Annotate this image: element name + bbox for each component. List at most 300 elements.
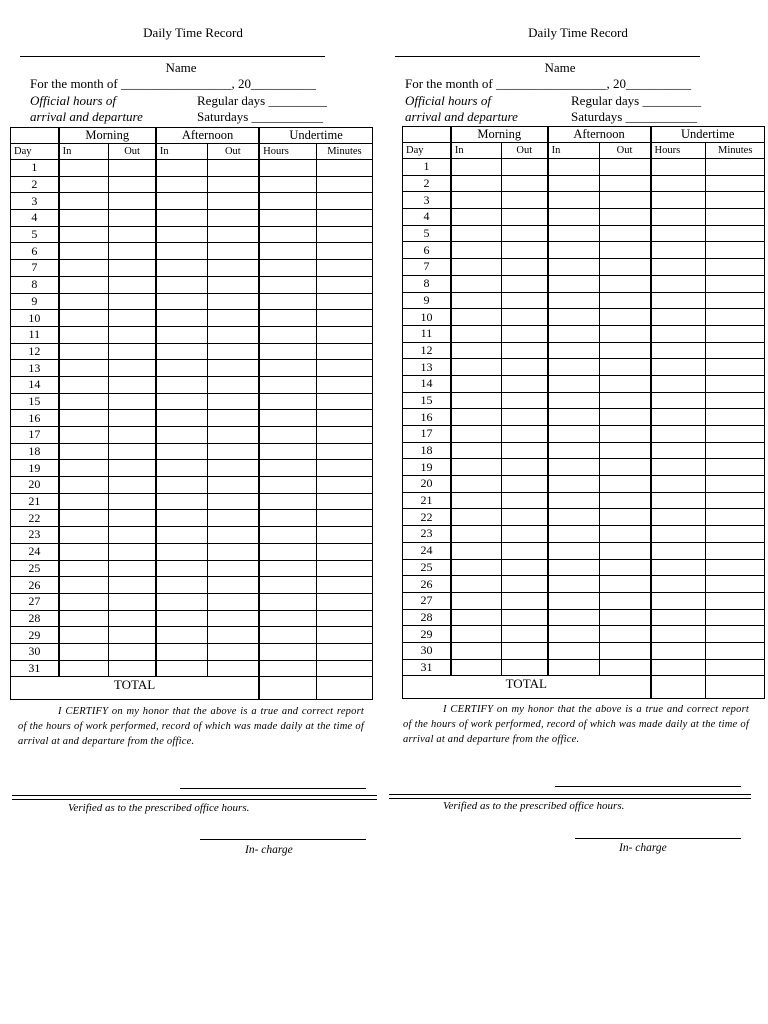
undertime-hours-cell[interactable] [259, 410, 316, 427]
afternoon-in-cell[interactable] [548, 325, 599, 342]
morning-in-cell[interactable] [451, 242, 501, 259]
morning-out-cell[interactable] [109, 360, 156, 377]
undertime-hours-cell[interactable] [651, 325, 706, 342]
afternoon-out-cell[interactable] [207, 326, 259, 343]
afternoon-out-cell[interactable] [207, 493, 259, 510]
afternoon-out-cell[interactable] [599, 325, 650, 342]
afternoon-out-cell[interactable] [207, 610, 259, 627]
undertime-hours-cell[interactable] [259, 510, 316, 527]
undertime-minutes-cell[interactable] [316, 543, 372, 560]
morning-out-cell[interactable] [109, 493, 156, 510]
afternoon-in-cell[interactable] [156, 193, 207, 210]
afternoon-out-cell[interactable] [207, 276, 259, 293]
undertime-hours-cell[interactable] [651, 342, 706, 359]
afternoon-in-cell[interactable] [548, 192, 599, 209]
undertime-hours-cell[interactable] [259, 343, 316, 360]
afternoon-in-cell[interactable] [156, 460, 207, 477]
afternoon-out-cell[interactable] [599, 442, 650, 459]
afternoon-in-cell[interactable] [156, 343, 207, 360]
morning-out-cell[interactable] [109, 276, 156, 293]
afternoon-in-cell[interactable] [548, 292, 599, 309]
morning-out-cell[interactable] [109, 210, 156, 227]
undertime-hours-cell[interactable] [651, 159, 706, 176]
undertime-hours-cell[interactable] [259, 293, 316, 310]
morning-in-cell[interactable] [59, 193, 109, 210]
afternoon-in-cell[interactable] [548, 309, 599, 326]
afternoon-in-cell[interactable] [548, 609, 599, 626]
regular-days-field[interactable]: Regular days _________ [571, 93, 701, 108]
morning-out-cell[interactable] [501, 359, 547, 376]
afternoon-out-cell[interactable] [599, 259, 650, 276]
afternoon-in-cell[interactable] [156, 393, 207, 410]
undertime-minutes-cell[interactable] [316, 326, 372, 343]
undertime-hours-cell[interactable] [651, 192, 706, 209]
incharge-signature-line[interactable] [200, 839, 366, 840]
morning-out-cell[interactable] [109, 243, 156, 260]
morning-out-cell[interactable] [501, 259, 547, 276]
undertime-hours-cell[interactable] [651, 609, 706, 626]
morning-out-cell[interactable] [109, 160, 156, 177]
undertime-minutes-cell[interactable] [316, 610, 372, 627]
undertime-hours-cell[interactable] [651, 292, 706, 309]
morning-in-cell[interactable] [59, 427, 109, 444]
undertime-hours-cell[interactable] [259, 477, 316, 494]
undertime-hours-cell[interactable] [651, 642, 706, 659]
afternoon-out-cell[interactable] [599, 492, 650, 509]
undertime-minutes-cell[interactable] [316, 243, 372, 260]
afternoon-out-cell[interactable] [207, 343, 259, 360]
morning-out-cell[interactable] [109, 226, 156, 243]
morning-in-cell[interactable] [451, 592, 501, 609]
undertime-hours-cell[interactable] [651, 542, 706, 559]
afternoon-in-cell[interactable] [548, 225, 599, 242]
afternoon-out-cell[interactable] [207, 376, 259, 393]
undertime-minutes-cell[interactable] [316, 310, 372, 327]
afternoon-in-cell[interactable] [156, 410, 207, 427]
total-minutes-cell[interactable] [706, 676, 765, 699]
undertime-hours-cell[interactable] [651, 175, 706, 192]
undertime-minutes-cell[interactable] [316, 210, 372, 227]
morning-in-cell[interactable] [451, 392, 501, 409]
undertime-hours-cell[interactable] [259, 427, 316, 444]
incharge-signature-line[interactable] [575, 838, 741, 839]
undertime-minutes-cell[interactable] [706, 542, 765, 559]
afternoon-out-cell[interactable] [599, 526, 650, 543]
undertime-hours-cell[interactable] [651, 509, 706, 526]
undertime-minutes-cell[interactable] [706, 609, 765, 626]
afternoon-out-cell[interactable] [599, 459, 650, 476]
morning-in-cell[interactable] [59, 326, 109, 343]
afternoon-out-cell[interactable] [207, 643, 259, 660]
undertime-minutes-cell[interactable] [706, 375, 765, 392]
morning-in-cell[interactable] [451, 325, 501, 342]
afternoon-in-cell[interactable] [156, 326, 207, 343]
afternoon-out-cell[interactable] [599, 192, 650, 209]
morning-out-cell[interactable] [109, 260, 156, 277]
undertime-hours-cell[interactable] [259, 560, 316, 577]
morning-out-cell[interactable] [501, 576, 547, 593]
undertime-hours-cell[interactable] [651, 492, 706, 509]
undertime-minutes-cell[interactable] [706, 626, 765, 643]
afternoon-out-cell[interactable] [599, 242, 650, 259]
morning-out-cell[interactable] [109, 610, 156, 627]
afternoon-in-cell[interactable] [548, 392, 599, 409]
morning-out-cell[interactable] [109, 477, 156, 494]
morning-out-cell[interactable] [109, 393, 156, 410]
afternoon-out-cell[interactable] [207, 443, 259, 460]
morning-out-cell[interactable] [501, 592, 547, 609]
undertime-hours-cell[interactable] [651, 426, 706, 443]
afternoon-in-cell[interactable] [548, 576, 599, 593]
morning-out-cell[interactable] [501, 292, 547, 309]
afternoon-in-cell[interactable] [156, 260, 207, 277]
morning-in-cell[interactable] [59, 160, 109, 177]
undertime-minutes-cell[interactable] [706, 309, 765, 326]
undertime-minutes-cell[interactable] [706, 492, 765, 509]
morning-in-cell[interactable] [59, 210, 109, 227]
undertime-hours-cell[interactable] [259, 527, 316, 544]
undertime-hours-cell[interactable] [259, 210, 316, 227]
undertime-hours-cell[interactable] [259, 593, 316, 610]
undertime-hours-cell[interactable] [259, 376, 316, 393]
morning-in-cell[interactable] [59, 376, 109, 393]
undertime-minutes-cell[interactable] [316, 593, 372, 610]
morning-in-cell[interactable] [59, 560, 109, 577]
morning-out-cell[interactable] [109, 460, 156, 477]
undertime-minutes-cell[interactable] [316, 627, 372, 644]
morning-out-cell[interactable] [109, 326, 156, 343]
afternoon-in-cell[interactable] [156, 360, 207, 377]
morning-in-cell[interactable] [451, 309, 501, 326]
morning-out-cell[interactable] [109, 560, 156, 577]
morning-in-cell[interactable] [451, 509, 501, 526]
morning-in-cell[interactable] [451, 175, 501, 192]
afternoon-out-cell[interactable] [207, 193, 259, 210]
undertime-hours-cell[interactable] [651, 242, 706, 259]
undertime-minutes-cell[interactable] [706, 442, 765, 459]
afternoon-out-cell[interactable] [599, 209, 650, 226]
morning-out-cell[interactable] [109, 293, 156, 310]
morning-in-cell[interactable] [451, 375, 501, 392]
employee-signature-line[interactable] [555, 786, 741, 787]
morning-in-cell[interactable] [59, 577, 109, 594]
undertime-hours-cell[interactable] [651, 526, 706, 543]
afternoon-in-cell[interactable] [156, 527, 207, 544]
afternoon-in-cell[interactable] [156, 660, 207, 677]
afternoon-in-cell[interactable] [548, 426, 599, 443]
undertime-minutes-cell[interactable] [706, 175, 765, 192]
morning-out-cell[interactable] [501, 459, 547, 476]
afternoon-in-cell[interactable] [156, 610, 207, 627]
afternoon-in-cell[interactable] [156, 627, 207, 644]
morning-in-cell[interactable] [59, 627, 109, 644]
afternoon-out-cell[interactable] [207, 393, 259, 410]
undertime-minutes-cell[interactable] [316, 343, 372, 360]
afternoon-out-cell[interactable] [599, 159, 650, 176]
undertime-minutes-cell[interactable] [316, 360, 372, 377]
afternoon-out-cell[interactable] [207, 410, 259, 427]
morning-out-cell[interactable] [501, 609, 547, 626]
afternoon-out-cell[interactable] [599, 576, 650, 593]
morning-out-cell[interactable] [501, 642, 547, 659]
undertime-hours-cell[interactable] [651, 459, 706, 476]
undertime-hours-cell[interactable] [259, 276, 316, 293]
afternoon-out-cell[interactable] [207, 243, 259, 260]
morning-in-cell[interactable] [59, 410, 109, 427]
undertime-hours-cell[interactable] [259, 543, 316, 560]
morning-in-cell[interactable] [451, 259, 501, 276]
afternoon-out-cell[interactable] [207, 510, 259, 527]
afternoon-out-cell[interactable] [207, 477, 259, 494]
undertime-hours-cell[interactable] [651, 392, 706, 409]
morning-in-cell[interactable] [59, 510, 109, 527]
morning-in-cell[interactable] [59, 310, 109, 327]
morning-out-cell[interactable] [109, 443, 156, 460]
afternoon-in-cell[interactable] [156, 376, 207, 393]
morning-out-cell[interactable] [109, 427, 156, 444]
afternoon-out-cell[interactable] [207, 560, 259, 577]
afternoon-in-cell[interactable] [156, 293, 207, 310]
undertime-minutes-cell[interactable] [706, 259, 765, 276]
undertime-minutes-cell[interactable] [706, 242, 765, 259]
morning-out-cell[interactable] [109, 310, 156, 327]
undertime-minutes-cell[interactable] [316, 577, 372, 594]
morning-in-cell[interactable] [451, 192, 501, 209]
morning-out-cell[interactable] [109, 343, 156, 360]
afternoon-in-cell[interactable] [548, 242, 599, 259]
morning-in-cell[interactable] [59, 393, 109, 410]
undertime-hours-cell[interactable] [651, 476, 706, 493]
morning-out-cell[interactable] [501, 275, 547, 292]
morning-out-cell[interactable] [501, 375, 547, 392]
afternoon-in-cell[interactable] [156, 210, 207, 227]
undertime-minutes-cell[interactable] [706, 426, 765, 443]
afternoon-out-cell[interactable] [599, 659, 650, 676]
morning-in-cell[interactable] [59, 593, 109, 610]
afternoon-out-cell[interactable] [599, 225, 650, 242]
morning-in-cell[interactable] [451, 359, 501, 376]
afternoon-out-cell[interactable] [207, 577, 259, 594]
afternoon-in-cell[interactable] [548, 492, 599, 509]
afternoon-in-cell[interactable] [156, 427, 207, 444]
undertime-minutes-cell[interactable] [316, 260, 372, 277]
undertime-minutes-cell[interactable] [706, 392, 765, 409]
total-hours-cell[interactable] [259, 677, 316, 700]
morning-out-cell[interactable] [501, 476, 547, 493]
undertime-minutes-cell[interactable] [706, 576, 765, 593]
morning-in-cell[interactable] [59, 660, 109, 677]
morning-out-cell[interactable] [109, 510, 156, 527]
undertime-hours-cell[interactable] [259, 193, 316, 210]
afternoon-out-cell[interactable] [599, 275, 650, 292]
morning-in-cell[interactable] [451, 526, 501, 543]
undertime-minutes-cell[interactable] [706, 509, 765, 526]
morning-in-cell[interactable] [451, 159, 501, 176]
afternoon-out-cell[interactable] [207, 310, 259, 327]
undertime-hours-cell[interactable] [651, 626, 706, 643]
morning-out-cell[interactable] [109, 410, 156, 427]
undertime-hours-cell[interactable] [651, 559, 706, 576]
morning-in-cell[interactable] [451, 576, 501, 593]
undertime-hours-cell[interactable] [651, 225, 706, 242]
morning-in-cell[interactable] [451, 442, 501, 459]
afternoon-in-cell[interactable] [156, 276, 207, 293]
morning-out-cell[interactable] [501, 409, 547, 426]
afternoon-in-cell[interactable] [548, 259, 599, 276]
undertime-hours-cell[interactable] [259, 326, 316, 343]
undertime-hours-cell[interactable] [651, 359, 706, 376]
morning-out-cell[interactable] [501, 492, 547, 509]
morning-in-cell[interactable] [59, 610, 109, 627]
morning-out-cell[interactable] [109, 660, 156, 677]
undertime-hours-cell[interactable] [651, 375, 706, 392]
morning-in-cell[interactable] [59, 293, 109, 310]
undertime-hours-cell[interactable] [651, 576, 706, 593]
morning-in-cell[interactable] [59, 276, 109, 293]
undertime-minutes-cell[interactable] [706, 459, 765, 476]
undertime-hours-cell[interactable] [651, 442, 706, 459]
morning-in-cell[interactable] [451, 426, 501, 443]
afternoon-in-cell[interactable] [548, 559, 599, 576]
morning-in-cell[interactable] [451, 492, 501, 509]
undertime-hours-cell[interactable] [259, 460, 316, 477]
morning-in-cell[interactable] [59, 460, 109, 477]
afternoon-out-cell[interactable] [207, 427, 259, 444]
morning-out-cell[interactable] [501, 242, 547, 259]
afternoon-in-cell[interactable] [548, 342, 599, 359]
afternoon-in-cell[interactable] [548, 509, 599, 526]
undertime-hours-cell[interactable] [259, 243, 316, 260]
afternoon-in-cell[interactable] [548, 175, 599, 192]
afternoon-in-cell[interactable] [156, 176, 207, 193]
undertime-minutes-cell[interactable] [316, 410, 372, 427]
afternoon-in-cell[interactable] [548, 542, 599, 559]
undertime-minutes-cell[interactable] [316, 527, 372, 544]
undertime-minutes-cell[interactable] [706, 592, 765, 609]
undertime-hours-cell[interactable] [651, 275, 706, 292]
morning-in-cell[interactable] [59, 343, 109, 360]
afternoon-in-cell[interactable] [548, 275, 599, 292]
regular-days-field[interactable]: Regular days _________ [197, 93, 327, 108]
morning-out-cell[interactable] [109, 627, 156, 644]
afternoon-out-cell[interactable] [207, 593, 259, 610]
total-hours-cell[interactable] [651, 676, 706, 699]
morning-in-cell[interactable] [59, 176, 109, 193]
undertime-minutes-cell[interactable] [706, 192, 765, 209]
undertime-minutes-cell[interactable] [316, 660, 372, 677]
undertime-hours-cell[interactable] [259, 443, 316, 460]
saturdays-field[interactable]: Saturdays ___________ [197, 109, 324, 124]
undertime-minutes-cell[interactable] [706, 409, 765, 426]
undertime-minutes-cell[interactable] [316, 493, 372, 510]
morning-out-cell[interactable] [109, 527, 156, 544]
undertime-minutes-cell[interactable] [706, 476, 765, 493]
afternoon-out-cell[interactable] [599, 309, 650, 326]
morning-in-cell[interactable] [59, 643, 109, 660]
undertime-hours-cell[interactable] [259, 577, 316, 594]
undertime-minutes-cell[interactable] [316, 643, 372, 660]
undertime-hours-cell[interactable] [259, 610, 316, 627]
morning-out-cell[interactable] [109, 577, 156, 594]
afternoon-out-cell[interactable] [599, 409, 650, 426]
morning-in-cell[interactable] [451, 275, 501, 292]
afternoon-out-cell[interactable] [599, 292, 650, 309]
undertime-hours-cell[interactable] [651, 592, 706, 609]
morning-out-cell[interactable] [501, 342, 547, 359]
afternoon-in-cell[interactable] [548, 642, 599, 659]
undertime-minutes-cell[interactable] [706, 559, 765, 576]
morning-out-cell[interactable] [109, 593, 156, 610]
undertime-hours-cell[interactable] [259, 493, 316, 510]
morning-out-cell[interactable] [501, 542, 547, 559]
morning-in-cell[interactable] [451, 409, 501, 426]
morning-out-cell[interactable] [501, 442, 547, 459]
afternoon-in-cell[interactable] [548, 476, 599, 493]
afternoon-out-cell[interactable] [599, 392, 650, 409]
undertime-hours-cell[interactable] [259, 310, 316, 327]
morning-out-cell[interactable] [501, 225, 547, 242]
afternoon-in-cell[interactable] [156, 543, 207, 560]
morning-out-cell[interactable] [109, 176, 156, 193]
undertime-minutes-cell[interactable] [316, 393, 372, 410]
morning-in-cell[interactable] [451, 609, 501, 626]
afternoon-out-cell[interactable] [207, 627, 259, 644]
afternoon-out-cell[interactable] [207, 460, 259, 477]
saturdays-field[interactable]: Saturdays ___________ [571, 109, 698, 124]
afternoon-in-cell[interactable] [156, 510, 207, 527]
undertime-minutes-cell[interactable] [706, 526, 765, 543]
undertime-minutes-cell[interactable] [706, 292, 765, 309]
morning-out-cell[interactable] [501, 426, 547, 443]
afternoon-in-cell[interactable] [548, 442, 599, 459]
afternoon-in-cell[interactable] [156, 243, 207, 260]
afternoon-out-cell[interactable] [207, 293, 259, 310]
undertime-minutes-cell[interactable] [706, 159, 765, 176]
undertime-minutes-cell[interactable] [706, 642, 765, 659]
afternoon-out-cell[interactable] [599, 426, 650, 443]
morning-in-cell[interactable] [59, 260, 109, 277]
morning-out-cell[interactable] [109, 543, 156, 560]
undertime-minutes-cell[interactable] [706, 275, 765, 292]
afternoon-out-cell[interactable] [599, 542, 650, 559]
undertime-minutes-cell[interactable] [316, 226, 372, 243]
undertime-minutes-cell[interactable] [706, 359, 765, 376]
morning-in-cell[interactable] [451, 225, 501, 242]
afternoon-out-cell[interactable] [207, 210, 259, 227]
morning-out-cell[interactable] [501, 659, 547, 676]
undertime-minutes-cell[interactable] [706, 659, 765, 676]
undertime-minutes-cell[interactable] [316, 176, 372, 193]
afternoon-in-cell[interactable] [156, 310, 207, 327]
afternoon-in-cell[interactable] [156, 477, 207, 494]
afternoon-in-cell[interactable] [548, 375, 599, 392]
afternoon-out-cell[interactable] [599, 626, 650, 643]
morning-out-cell[interactable] [501, 509, 547, 526]
morning-in-cell[interactable] [451, 209, 501, 226]
afternoon-in-cell[interactable] [548, 626, 599, 643]
undertime-minutes-cell[interactable] [316, 477, 372, 494]
undertime-hours-cell[interactable] [259, 260, 316, 277]
afternoon-in-cell[interactable] [548, 526, 599, 543]
morning-out-cell[interactable] [501, 325, 547, 342]
morning-out-cell[interactable] [501, 175, 547, 192]
afternoon-in-cell[interactable] [548, 409, 599, 426]
undertime-minutes-cell[interactable] [316, 376, 372, 393]
morning-in-cell[interactable] [59, 477, 109, 494]
morning-in-cell[interactable] [59, 493, 109, 510]
undertime-hours-cell[interactable] [259, 360, 316, 377]
morning-in-cell[interactable] [59, 443, 109, 460]
